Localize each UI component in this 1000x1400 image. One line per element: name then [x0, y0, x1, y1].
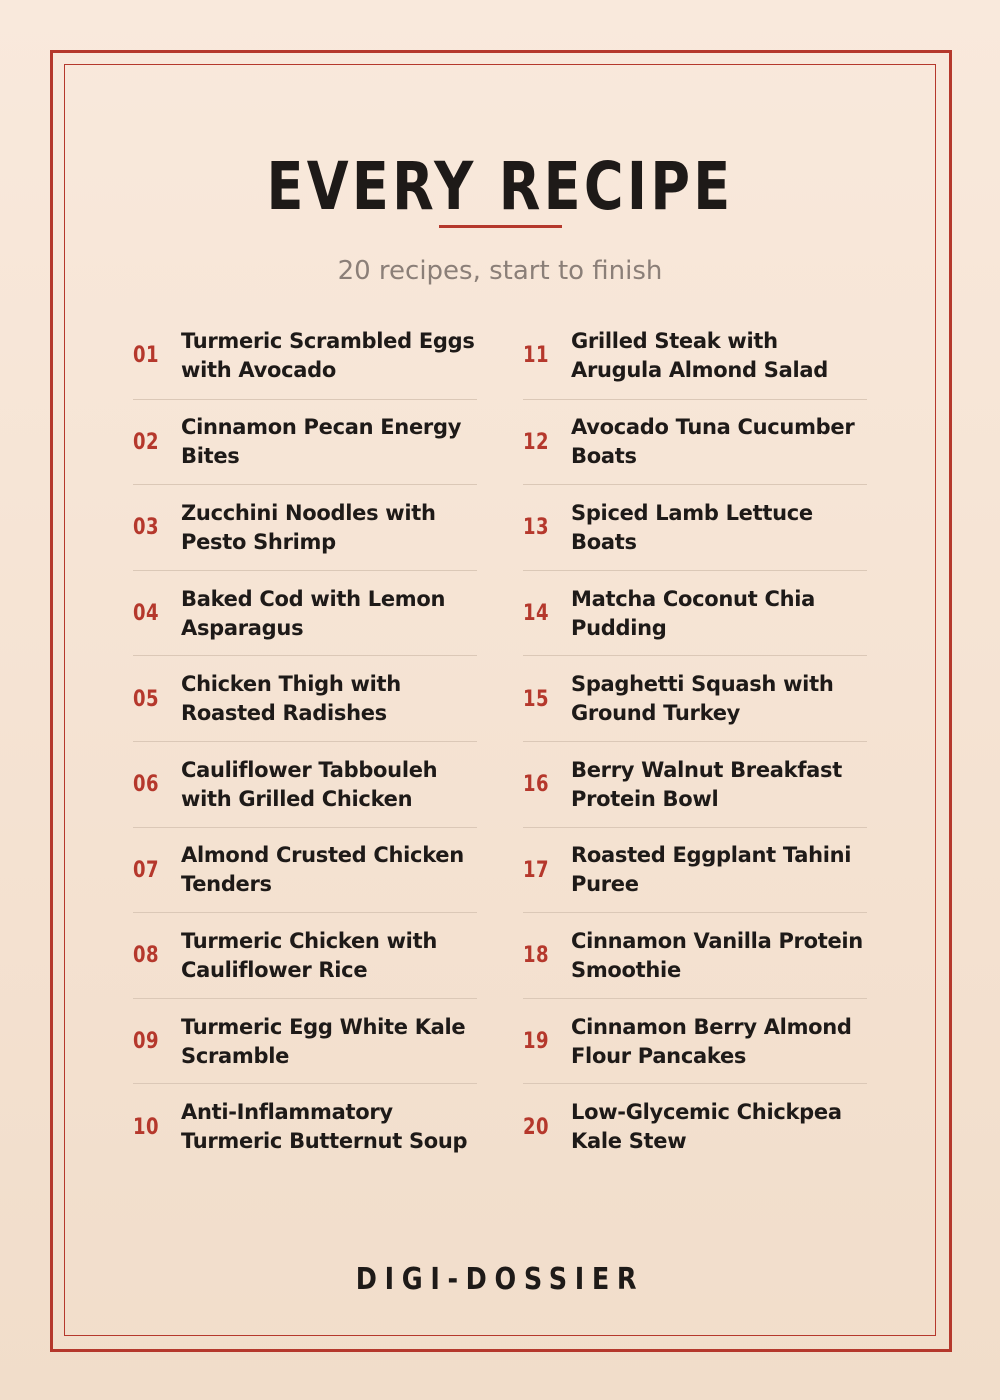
recipe-number: 09 [133, 1029, 159, 1055]
title-underline [439, 225, 562, 228]
list-item [523, 827, 867, 913]
list-item [133, 484, 477, 570]
recipe-number: 04 [133, 601, 159, 627]
recipe-name: Almond Crusted Chicken Tenders [181, 843, 464, 897]
list-item [523, 313, 867, 399]
recipe-number: 01 [133, 343, 159, 369]
recipe-number: 10 [133, 1114, 159, 1140]
list-item [523, 399, 867, 485]
brand-footer: DIGI-DOSSIER [355, 1262, 645, 1297]
recipe-number: 03 [133, 515, 159, 541]
recipe-name: Low-Glycemic Chickpea Kale Stew [571, 1100, 842, 1154]
recipe-name: Turmeric Scrambled Eggs with Avocado [181, 328, 475, 382]
recipe-number: 02 [133, 429, 159, 455]
recipe-name: Cauliflower Tabbouleh with Grilled Chicken [181, 757, 438, 811]
list-item [523, 912, 867, 998]
recipe-name: Baked Cod with Lemon Asparagus [181, 586, 446, 640]
list-item [523, 741, 867, 827]
recipe-number: 19 [523, 1029, 549, 1055]
recipe-list-right [523, 313, 867, 1169]
page-subtitle: 20 recipes, start to finish [337, 256, 663, 286]
recipe-name: Grilled Steak with Arugula Almond Salad [571, 328, 828, 382]
recipe-number: 12 [523, 429, 549, 455]
recipe-number: 05 [133, 686, 159, 712]
recipe-name: Turmeric Chicken with Cauliflower Rice [181, 928, 437, 982]
list-item [133, 655, 477, 741]
list-item [133, 912, 477, 998]
recipe-name: Turmeric Egg White Kale Scramble [181, 1014, 466, 1068]
list-item [523, 655, 867, 741]
recipe-number: 20 [523, 1114, 549, 1140]
list-item [133, 399, 477, 485]
recipe-name: Roasted Eggplant Tahini Puree [571, 843, 852, 897]
list-item [133, 313, 477, 399]
recipe-name: Cinnamon Berry Almond Flour Pancakes [571, 1014, 852, 1068]
recipe-number: 18 [523, 943, 549, 969]
recipe-name: Anti-Inflammatory Turmeric Butternut Soup [181, 1100, 468, 1154]
list-item [133, 1083, 477, 1169]
recipe-name: Avocado Tuna Cucumber Boats [571, 415, 855, 469]
recipe-number: 14 [523, 601, 549, 627]
recipe-number: 17 [523, 857, 549, 883]
recipe-name: Zucchini Noodles with Pesto Shrimp [181, 500, 436, 554]
recipe-name: Berry Walnut Breakfast Protein Bowl [571, 757, 842, 811]
list-item [523, 1083, 867, 1169]
recipe-name: Chicken Thigh with Roasted Radishes [181, 672, 401, 726]
recipe-list-left [133, 313, 477, 1169]
page-title: EVERY RECIPE [266, 148, 734, 225]
list-item [133, 741, 477, 827]
list-item [133, 827, 477, 913]
list-item [133, 570, 477, 656]
recipe-number: 07 [133, 857, 159, 883]
recipe-number: 06 [133, 772, 159, 798]
recipe-name: Cinnamon Pecan Energy Bites [181, 415, 462, 469]
recipe-number: 08 [133, 943, 159, 969]
recipe-name: Spiced Lamb Lettuce Boats [571, 500, 813, 554]
list-item [523, 998, 867, 1084]
recipe-number: 13 [523, 515, 549, 541]
recipe-name: Cinnamon Vanilla Protein Smoothie [571, 928, 863, 982]
recipe-name: Matcha Coconut Chia Pudding [571, 586, 815, 640]
recipe-number: 15 [523, 686, 549, 712]
recipe-name: Spaghetti Squash with Ground Turkey [571, 672, 834, 726]
recipe-number: 16 [523, 772, 549, 798]
list-item [523, 570, 867, 656]
list-item [523, 484, 867, 570]
recipe-number: 11 [523, 343, 549, 369]
list-item [133, 998, 477, 1084]
